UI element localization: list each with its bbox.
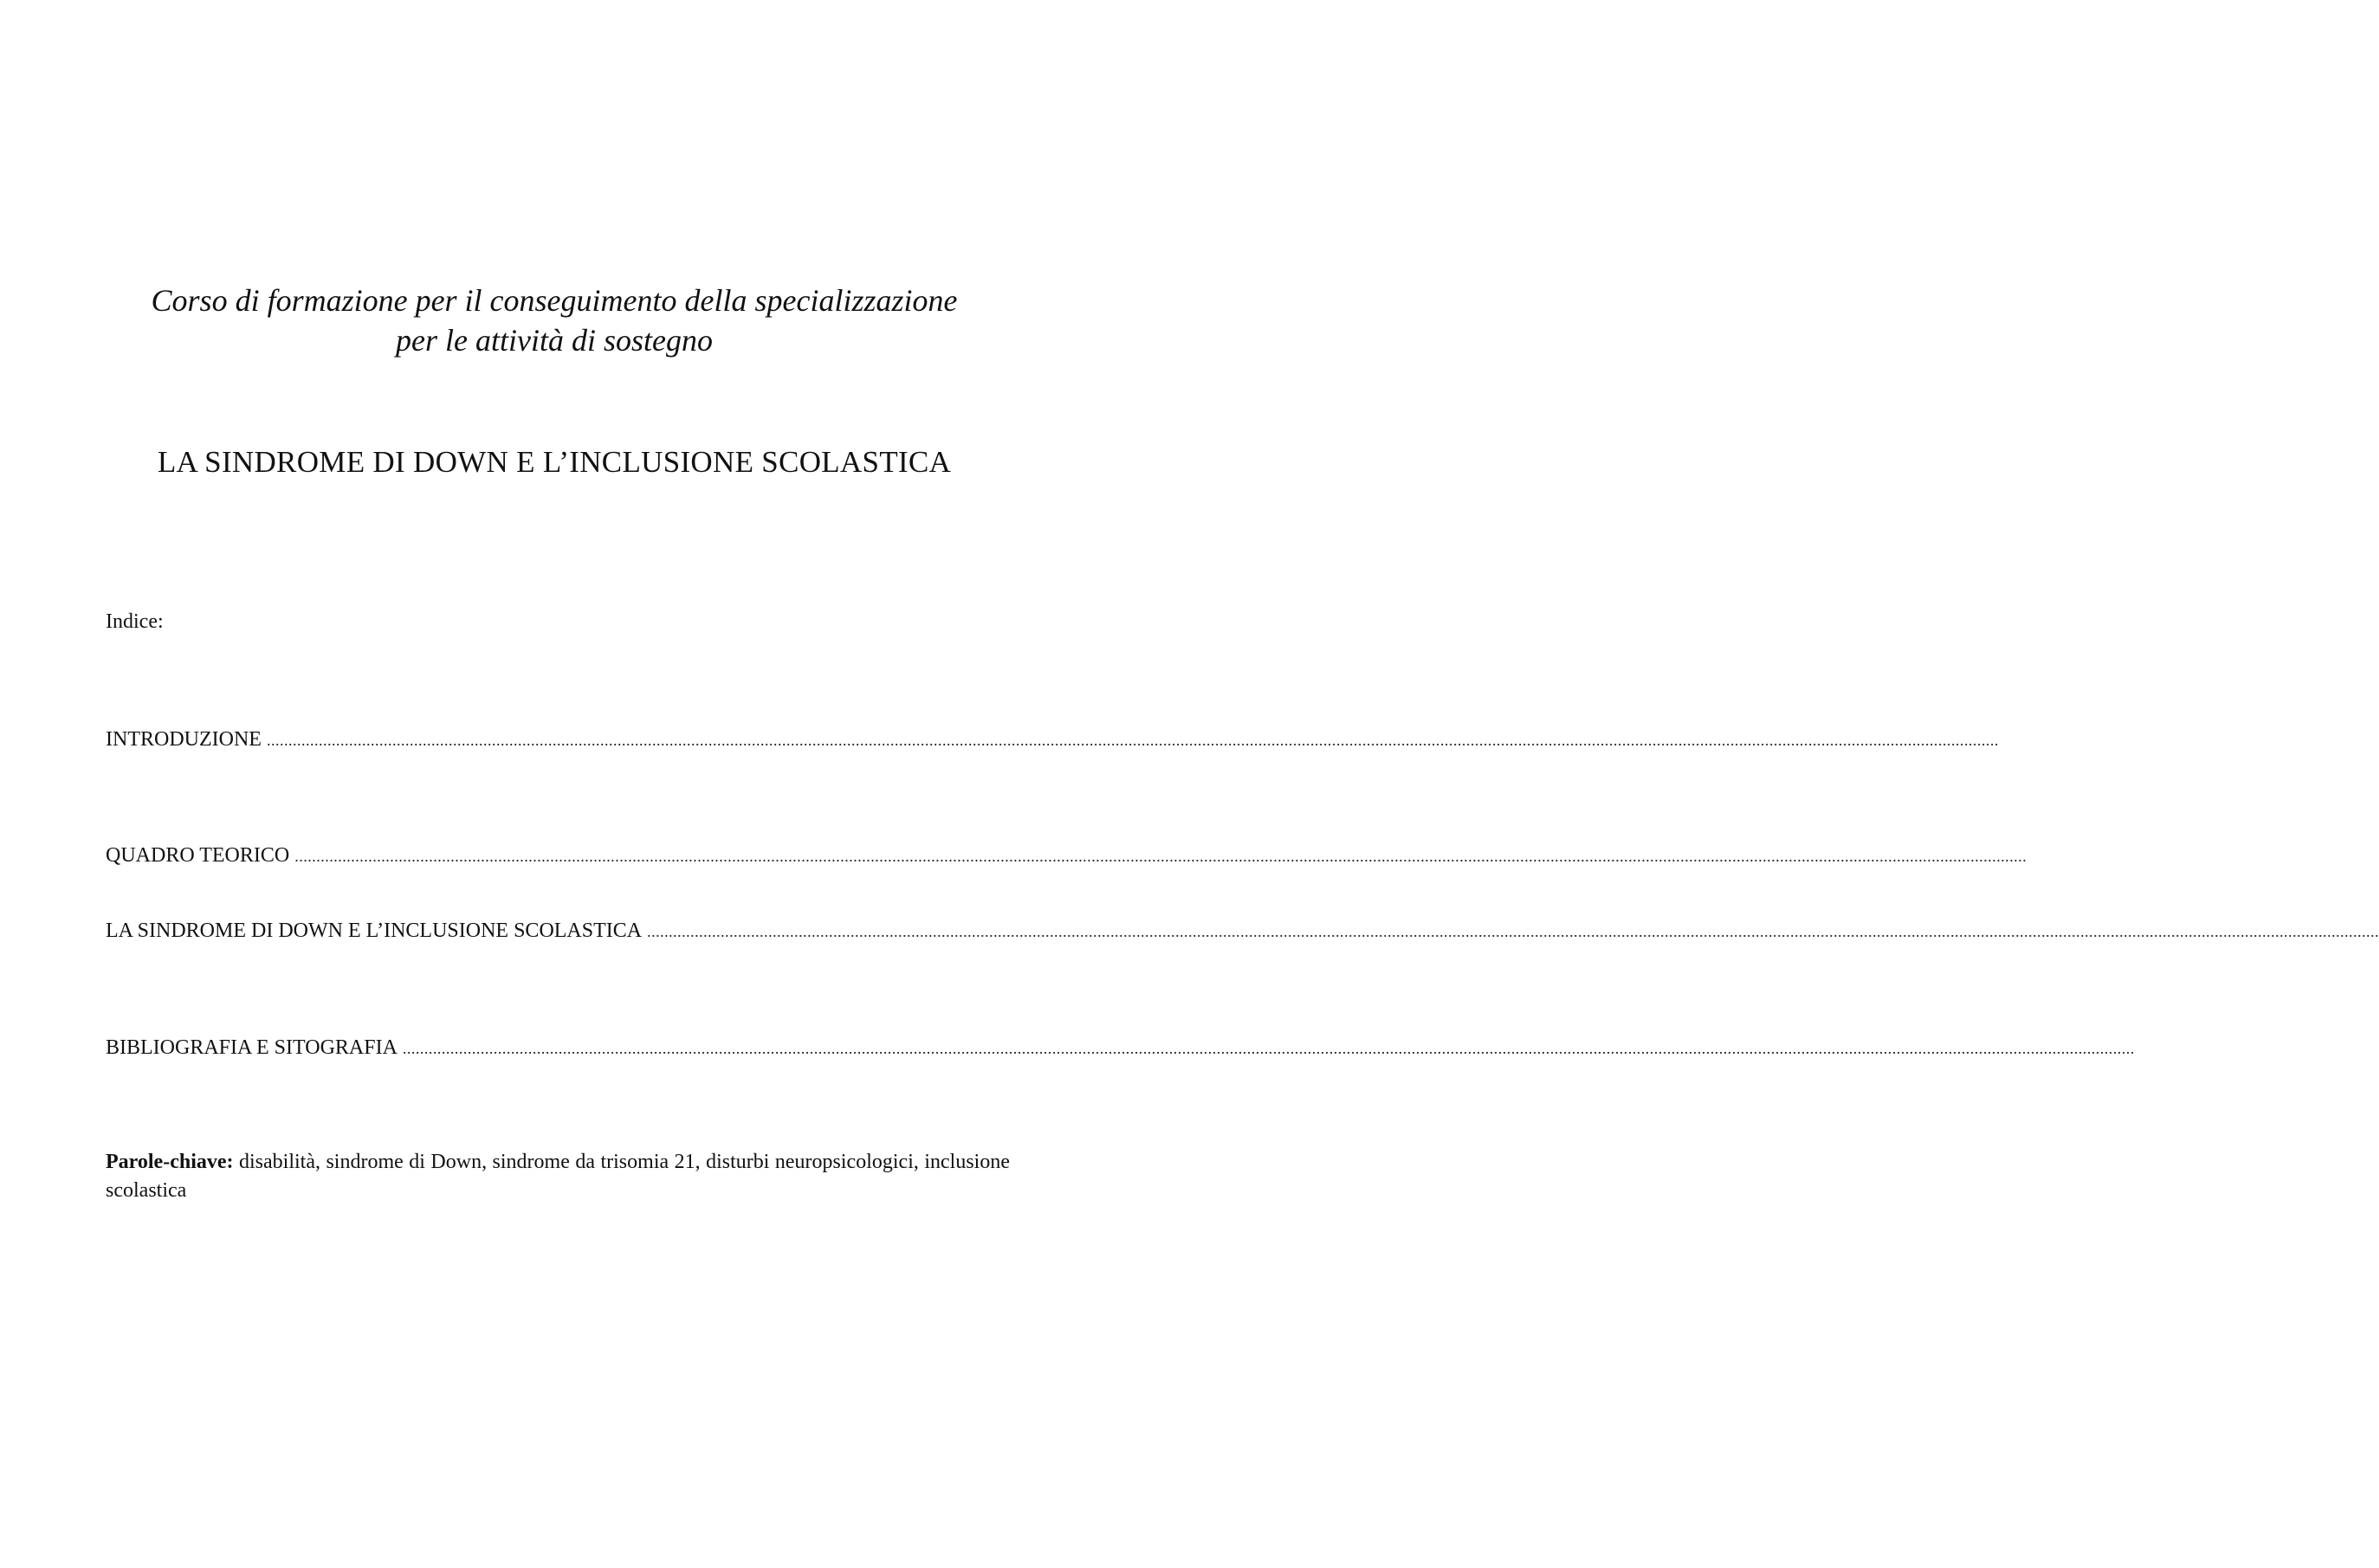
- keywords-label: Parole-chiave:: [106, 1151, 234, 1173]
- toc-dot-leader: ................................................................................................................................................................................................................................................................................................................................................................................................................: [294, 848, 2027, 865]
- toc-entry-sindrome-down: [106, 917, 2379, 945]
- course-title-line-1: Corso di formazione per il conseguimento della specializzazione: [151, 283, 958, 318]
- toc-entry-bibliografia: [106, 1034, 2135, 1062]
- toc-entry-label: QUADRO TEORICO: [106, 844, 290, 867]
- toc-entry-quadro-teorico: [106, 842, 2027, 870]
- toc-entry-label: INTRODUZIONE: [106, 728, 262, 751]
- toc-dot-leader: ................................................................................................................................................................................................................................................................................................................................................................................................................: [266, 732, 1999, 749]
- toc-entry-introduzione: [106, 726, 1999, 754]
- keywords-paragraph: [106, 1148, 1010, 1205]
- course-title-line-2: per le attività di sostegno: [396, 323, 713, 358]
- document-title: LA SINDROME DI DOWN E L’INCLUSIONE SCOLASTICA: [157, 445, 952, 479]
- toc-entry-label: BIBLIOGRAFIA E SITOGRAFIA: [106, 1036, 398, 1059]
- toc-dot-leader: ................................................................................................................................................................................................................................................................................................................................................................................................................: [647, 923, 2379, 940]
- toc-dot-leader: ................................................................................................................................................................................................................................................................................................................................................................................................................: [402, 1040, 2135, 1057]
- keywords-text: disabilità, sindrome di Down, sindrome da trisomia 21, disturbi neuropsicologici, inclusione scolastica: [106, 1151, 1010, 1202]
- toc-entry-label: LA SINDROME DI DOWN E L’INCLUSIONE SCOLASTICA: [106, 920, 643, 942]
- index-heading: Indice:: [106, 610, 164, 633]
